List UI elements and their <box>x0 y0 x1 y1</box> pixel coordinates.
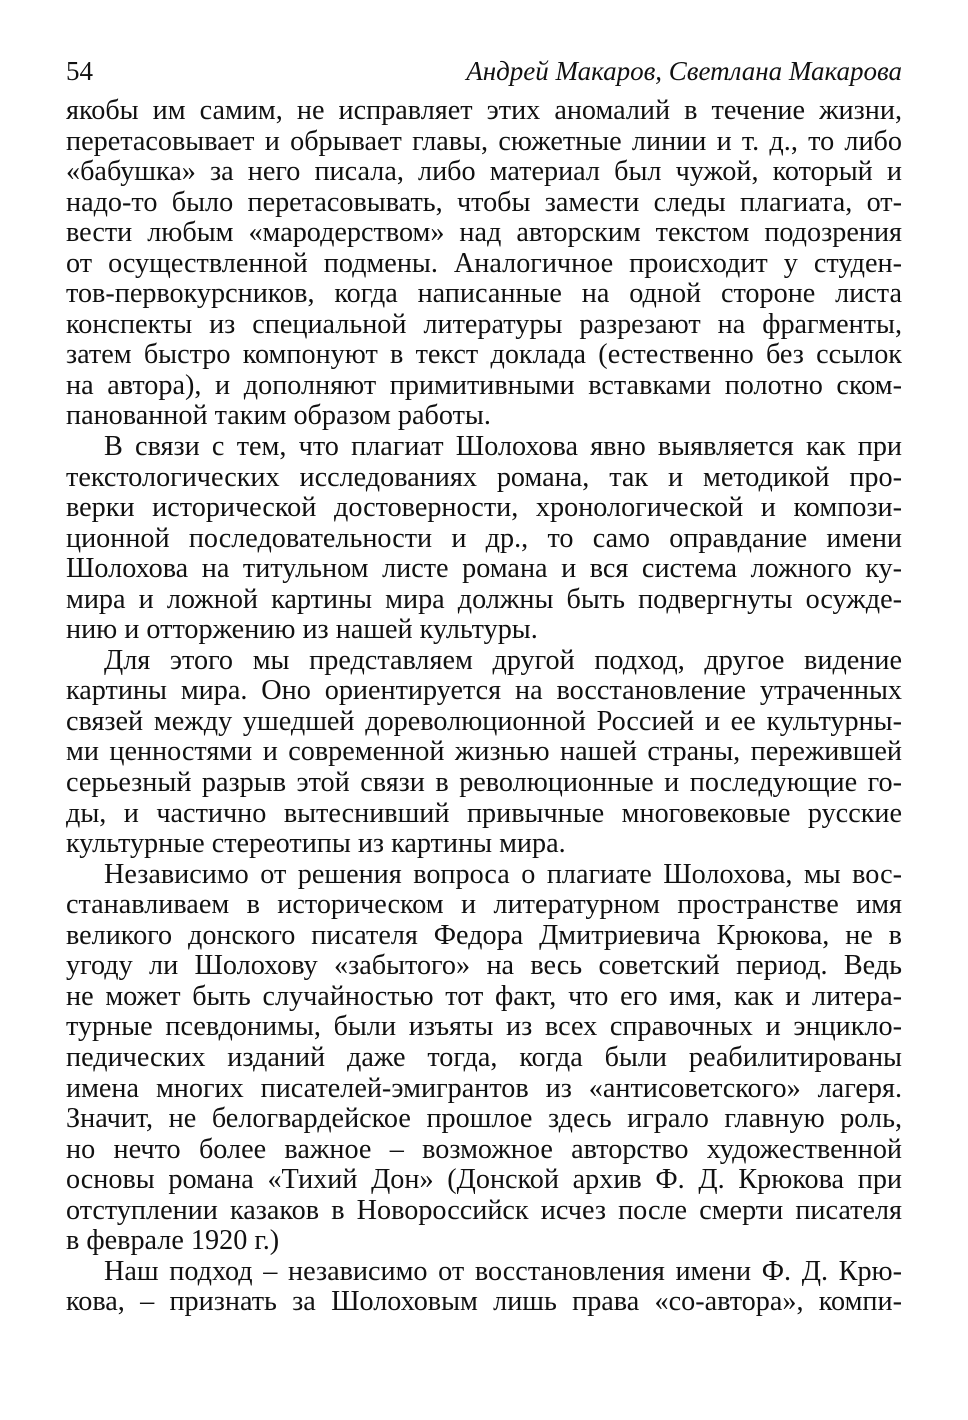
text-line: перетасовывает и обрывает главы, сюжетные линии и т. д., то либо <box>66 125 902 157</box>
paragraph <box>66 646 902 860</box>
paragraph <box>66 432 902 646</box>
text-line: якобы им самим, не исправляет этих аномалий в течение жизни, <box>66 95 902 126</box>
text-line: мира и ложной картины мира должны быть подвергнуты осужде- <box>66 583 902 615</box>
text-line: кова, – признать за Шолоховым лишь права «со-автора», компи- <box>66 1286 902 1318</box>
page-header <box>66 56 902 96</box>
text-line: панованной таким образом работы. <box>66 400 491 432</box>
text-line: затем быстро компонуют в текст доклада (естественно без ссылок <box>66 339 902 371</box>
text-line: Независимо от решения вопроса о плагиате Шолохова, мы вос- <box>104 858 902 890</box>
paragraph <box>66 1257 902 1318</box>
text-line: вести любым «мародерством» над авторским текстом подозрения <box>66 217 902 249</box>
text-line: не может быть случайностью тот факт, что его имя, как и литера- <box>66 980 902 1012</box>
text-line: Для этого мы представляем другой подход, другое видение <box>104 644 902 676</box>
paragraph <box>66 860 902 1257</box>
book-page <box>66 56 902 1318</box>
text-line: ды, и частично вытеснивший привычные многовековые русские <box>66 797 902 829</box>
text-line: Наш подход – независимо от восстановления имени Ф. Д. Крю- <box>104 1255 902 1287</box>
running-head-authors: Андрей Макаров, Светлана Макарова <box>466 56 902 86</box>
text-line: культурные стереотипы из картины мира. <box>66 828 566 860</box>
text-line: надо-то было перетасовывать, чтобы замести следы плагиата, от- <box>66 186 902 218</box>
text-line: угоду ли Шолохову «забытого» на весь советский период. Ведь <box>66 950 902 982</box>
text-line: турные псевдонимы, были изъяты из всех справочных и энцикло- <box>66 1011 902 1043</box>
text-line: картины мира. Оно ориентируется на восстановление утраченных <box>66 675 902 707</box>
text-line: ционной последовательности и др., то само оправдание имени <box>66 522 902 554</box>
text-line: нию и отторжению из нашей культуры. <box>66 614 538 646</box>
text-line: Значит, не белогвардейское прошлое здесь играло главную роль, <box>66 1103 902 1135</box>
text-line: в феврале 1920 г.) <box>66 1225 280 1257</box>
text-line: отступлении казаков в Новороссийск исчез после смерти писателя <box>66 1194 902 1226</box>
text-line: серьезный разрыв этой связи в революционные и последующие го- <box>66 767 902 799</box>
text-line: верки исторической достоверности, хронологической и компози- <box>66 492 902 524</box>
text-line: тов-первокурсников, когда написанные на одной стороне листа <box>66 278 902 310</box>
text-line: В связи с тем, что плагиат Шолохова явно выявляется как при <box>104 431 902 463</box>
body-text <box>66 96 902 1318</box>
text-line: текстологических исследованиях романа, так и методикой про- <box>66 461 902 493</box>
text-line: на автора), и дополняют примитивными вставками полотно ском- <box>66 369 902 401</box>
text-line: связей между ушедшей дореволюционной Россией и ее культурны- <box>66 705 902 737</box>
page-number: 54 <box>66 56 93 86</box>
text-line: основы романа «Тихий Дон» (Донской архив Ф. Д. Крюкова при <box>66 1164 902 1196</box>
text-line: от осуществленной подмены. Аналогичное происходит у студен- <box>66 247 902 279</box>
text-line: великого донского писателя Федора Дмитриевича Крюкова, не в <box>66 919 902 951</box>
text-line: педических изданий даже тогда, когда были реабилитированы <box>66 1041 902 1073</box>
text-line: имена многих писателей-эмигрантов из «антисоветского» лагеря. <box>66 1072 902 1104</box>
text-line: Шолохова на титульном листе романа и вся система ложного ку- <box>66 553 902 585</box>
text-line: ми ценностями и современной жизнью нашей страны, пережившей <box>66 736 902 768</box>
text-line: «бабушка» за него писала, либо материал был чужой, который и <box>66 156 902 188</box>
text-line: конспекты из специальной литературы разрезают на фрагменты, <box>66 308 902 340</box>
paragraph <box>66 96 902 432</box>
text-line: станавливаем в историческом и литературном пространстве имя <box>66 889 902 921</box>
text-line: но нечто более важное – возможное авторство художественной <box>66 1133 902 1165</box>
